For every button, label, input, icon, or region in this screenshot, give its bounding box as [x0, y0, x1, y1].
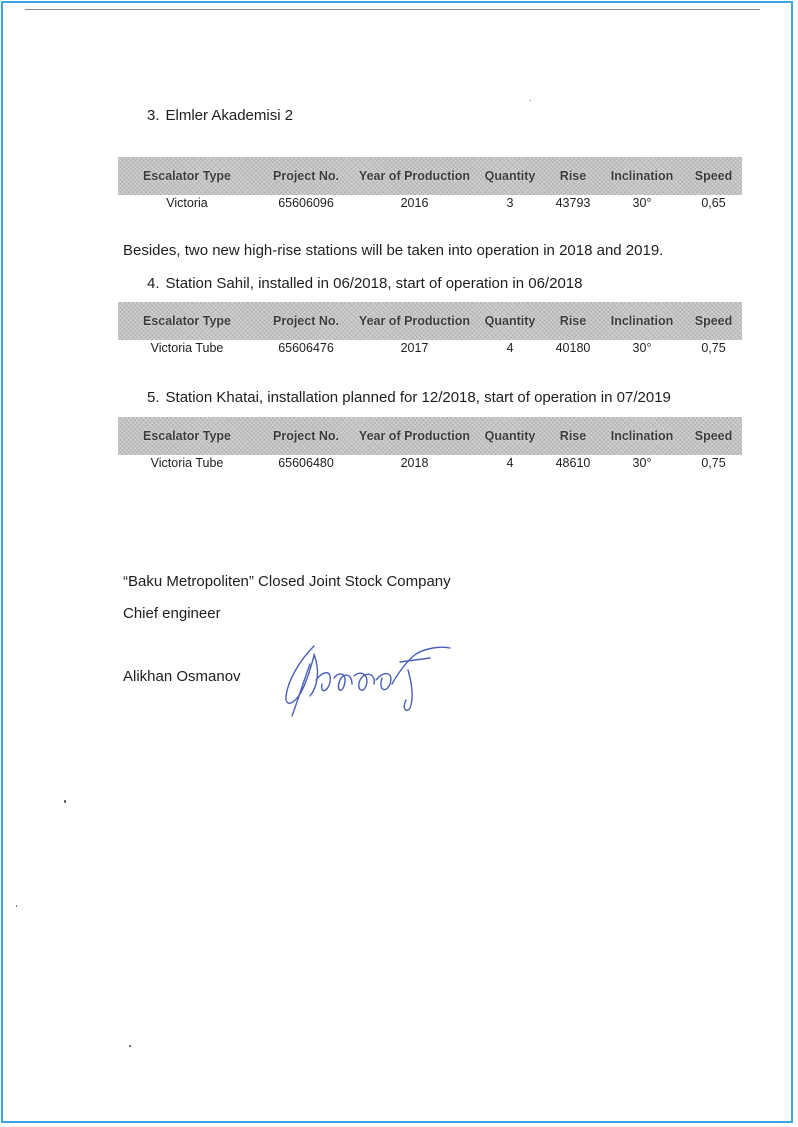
- header-project-no: Project No.: [273, 429, 339, 443]
- cell-inclination: 30°: [632, 456, 652, 470]
- escalator-table-section-5: [118, 417, 742, 471]
- cell-project-no: 65606480: [278, 456, 334, 470]
- header-escalator-type: Escalator Type: [142, 429, 231, 443]
- header-project-no: Project No.: [273, 169, 339, 183]
- header-rise: Rise: [559, 169, 587, 183]
- top-rule: [25, 9, 760, 10]
- section-4-heading: [147, 275, 582, 292]
- section-title: Elmler Akademisi 2: [165, 107, 294, 124]
- cell-speed: 0,75: [701, 456, 726, 470]
- cell-project-no: 65606476: [278, 341, 334, 355]
- header-speed: Speed: [694, 429, 733, 443]
- header-year-of-production: Year of Production: [358, 169, 471, 183]
- cell-escalator-type: Victoria Tube: [150, 456, 224, 470]
- section-number: 3.: [147, 107, 160, 124]
- header-inclination: Inclination: [610, 314, 674, 328]
- cell-speed: 0,65: [701, 196, 726, 210]
- scan-speck: [16, 905, 17, 907]
- header-year-of-production: Year of Production: [358, 314, 471, 328]
- scan-speck: [64, 800, 66, 803]
- paragraph-new-stations: Besides, two new high-rise stations will be taken into operation in 2018 and 2019.: [123, 242, 664, 259]
- table-header-row: [118, 417, 742, 455]
- table-row: [118, 195, 742, 211]
- header-escalator-type: Escalator Type: [142, 169, 231, 183]
- scan-speck: [129, 1045, 131, 1047]
- table-header-row: [118, 302, 742, 340]
- escalator-table-section-3: [118, 157, 742, 211]
- header-speed: Speed: [694, 169, 733, 183]
- company-name: “Baku Metropoliten” Closed Joint Stock Company: [123, 573, 451, 590]
- section-number: 5.: [147, 389, 160, 406]
- table-row: [118, 455, 742, 471]
- cell-year: 2018: [400, 456, 429, 470]
- header-quantity: Quantity: [484, 429, 536, 443]
- cell-project-no: 65606096: [278, 196, 334, 210]
- table-row: [118, 340, 742, 356]
- cell-rise: 40180: [555, 341, 591, 355]
- header-inclination: Inclination: [610, 429, 674, 443]
- cell-rise: 48610: [555, 456, 591, 470]
- header-inclination: Inclination: [610, 169, 674, 183]
- header-quantity: Quantity: [484, 314, 536, 328]
- cell-quantity: 4: [506, 341, 514, 355]
- scan-speck: [530, 100, 531, 101]
- header-rise: Rise: [559, 429, 587, 443]
- signer-position: Chief engineer: [123, 605, 221, 622]
- handwritten-signature: [280, 640, 465, 720]
- cell-quantity: 3: [506, 196, 514, 210]
- cell-year: 2016: [400, 196, 429, 210]
- section-title: Station Khatai, installation planned for 12/2018, start of operation in 07/2019: [165, 389, 671, 406]
- cell-rise: 43793: [555, 196, 591, 210]
- escalator-table-section-4: [118, 302, 742, 356]
- section-3-heading: [147, 107, 293, 124]
- header-escalator-type: Escalator Type: [142, 314, 231, 328]
- cell-escalator-type: Victoria: [166, 196, 208, 210]
- cell-quantity: 4: [506, 456, 514, 470]
- header-project-no: Project No.: [273, 314, 339, 328]
- header-year-of-production: Year of Production: [358, 429, 471, 443]
- cell-inclination: 30°: [632, 196, 652, 210]
- cell-speed: 0,75: [701, 341, 726, 355]
- cell-inclination: 30°: [632, 341, 652, 355]
- section-title: Station Sahil, installed in 06/2018, start of operation in 06/2018: [165, 275, 583, 292]
- section-number: 4.: [147, 275, 160, 292]
- cell-escalator-type: Victoria Tube: [150, 341, 224, 355]
- header-speed: Speed: [694, 314, 733, 328]
- section-5-heading: [147, 389, 671, 406]
- signer-name: Alikhan Osmanov: [123, 668, 241, 685]
- cell-year: 2017: [400, 341, 429, 355]
- header-rise: Rise: [559, 314, 587, 328]
- table-header-row: [118, 157, 742, 195]
- header-quantity: Quantity: [484, 169, 536, 183]
